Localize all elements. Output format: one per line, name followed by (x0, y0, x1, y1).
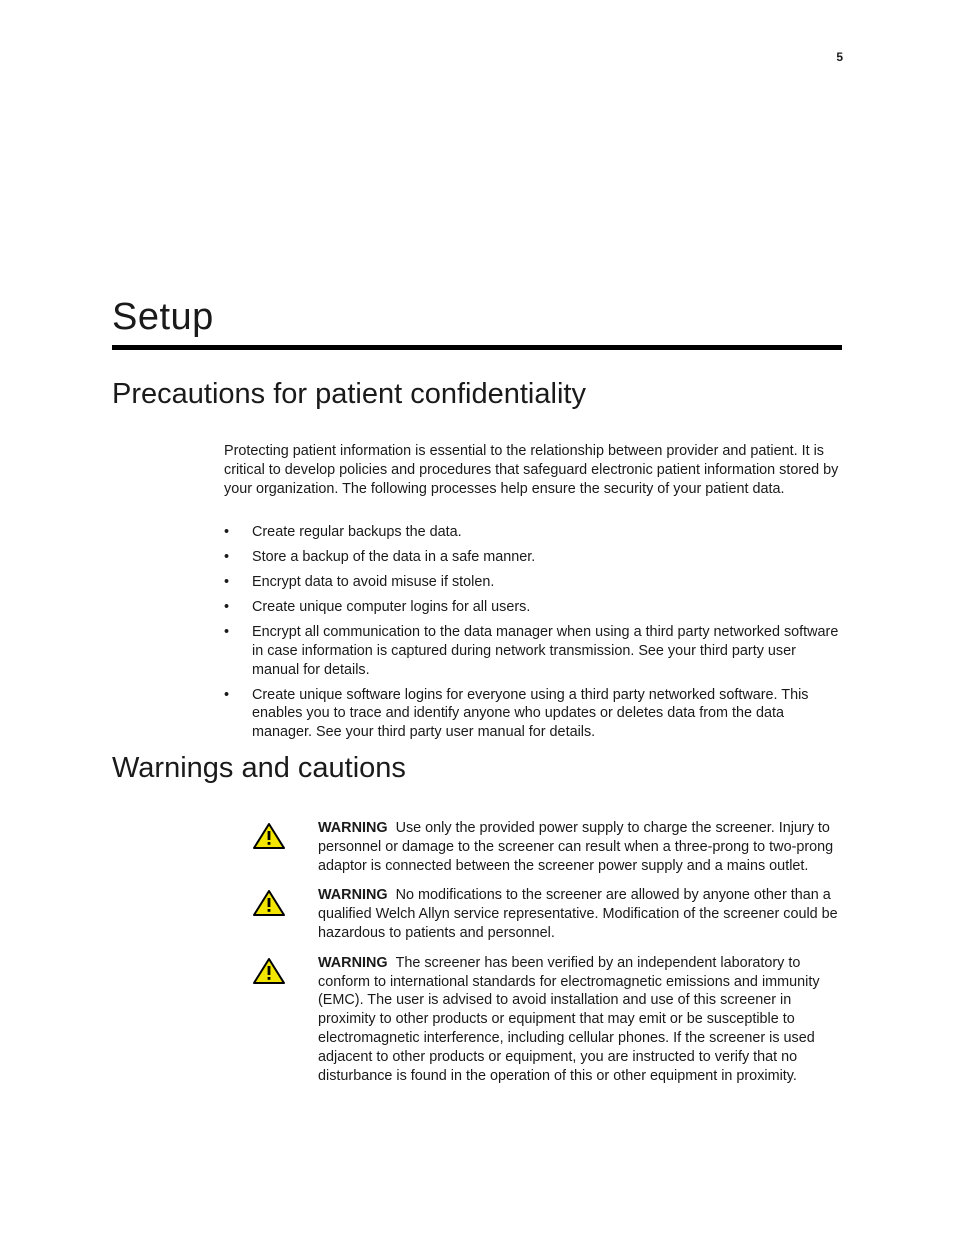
list-item-text: Store a backup of the data in a safe manner. (252, 548, 536, 565)
warnings-list (252, 819, 844, 1096)
warning-item (252, 886, 844, 942)
confidentiality-intro: Protecting patient information is essential to the relationship between provider and patient. It is critical to develop policies and procedures that safeguard electronic patient information stored by your organization. The following processes help ensure the security of your patient data. (224, 443, 839, 497)
list-item (224, 623, 842, 679)
list-item-text: Encrypt data to avoid misuse if stolen. (252, 573, 495, 590)
chapter-rule (112, 345, 842, 350)
list-item (224, 686, 842, 742)
confidentiality-bullet-list (224, 523, 842, 748)
bullet-icon: • (224, 598, 230, 615)
warning-label: WARNING (318, 820, 388, 836)
list-item-text: Create regular backups the data. (252, 524, 462, 540)
bullet-icon: • (224, 573, 230, 590)
bullet-icon: • (224, 623, 230, 640)
bullet-icon: • (224, 524, 230, 540)
warning-item (252, 954, 844, 1086)
warning-triangle-icon (252, 957, 286, 985)
warning-triangle-icon (252, 889, 286, 917)
list-item-text: Create unique software logins for everyone using a third party networked software. This enables you to trace and identify anyone who updates or deletes data from the data manager. See your third party user manual for details. (252, 686, 809, 741)
bullet-icon: • (224, 548, 230, 565)
warning-triangle-icon (252, 822, 286, 850)
list-item (224, 548, 842, 567)
list-item-text: Encrypt all communication to the data manager when using a third party networked software in case information is captured during network transmission. See your third party user manual for details. (252, 623, 839, 678)
section-title-warnings: Warnings and cautions (112, 752, 406, 784)
list-item (224, 523, 842, 542)
warning-text: The screener has been verified by an independent laboratory to conform to international standards for electromagnetic emissions and immunity (EMC). The user is advised to avoid installation and use of this screener in proximity to other products or equipment that may emit or be susceptible to electromagnetic interference, including cellular phones. If the screener is used adjacent to other products or equipment, you are instructed to verify that no disturbance is found in the operation of this or other equipment in proximity. (318, 954, 820, 1084)
bullet-icon: • (224, 686, 230, 703)
chapter-title: Setup (112, 296, 214, 338)
list-item-text: Create unique computer logins for all users. (252, 598, 531, 615)
page-number: 5 (836, 50, 843, 64)
list-item (224, 573, 842, 592)
list-item (224, 598, 842, 617)
warning-item (252, 819, 844, 875)
warning-text: No modifications to the screener are allowed by anyone other than a qualified Welch Allyn service representative. Modification of the screener could be hazardous to patients and personnel. (318, 887, 838, 941)
warning-label: WARNING (318, 887, 388, 904)
section-title-confidentiality: Precautions for patient confidentiality (112, 378, 586, 410)
warning-text: Use only the provided power supply to charge the screener. Injury to personnel or damage to the screener can result when a three-prong to two-prong adaptor is connected between the screener power supply and a mains outlet. (318, 820, 834, 874)
warning-label: WARNING (318, 954, 388, 971)
